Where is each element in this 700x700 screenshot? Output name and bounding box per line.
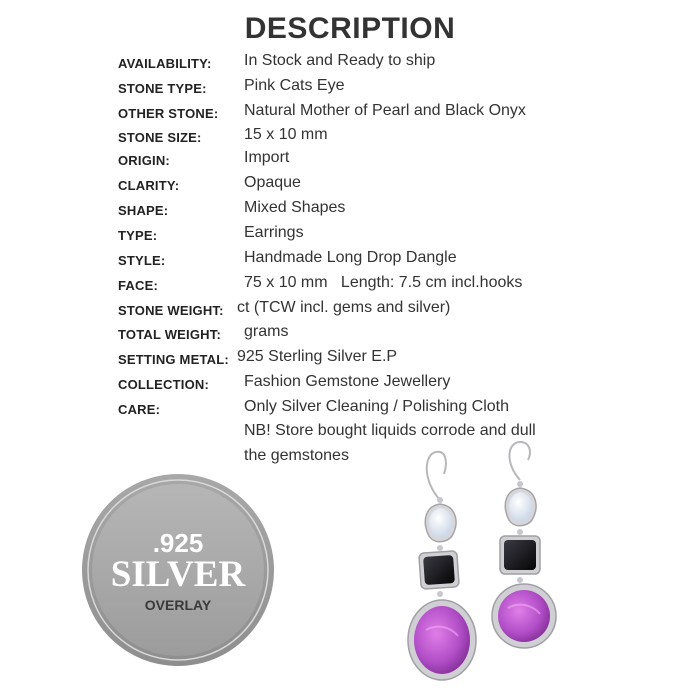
spec-label: AVAILABILITY: [118, 56, 212, 71]
spec-value: Fashion Gemstone Jewellery [244, 373, 451, 390]
spec-row-face [0, 273, 700, 297]
spec-value: Pink Cats Eye [244, 77, 345, 94]
spec-row-collection [0, 372, 700, 396]
spec-value: Natural Mother of Pearl and Black Onyx [244, 102, 526, 119]
earrings-product-image [400, 440, 580, 690]
pink-cats-eye-stone [498, 590, 550, 642]
spec-value: In Stock and Ready to ship [244, 52, 436, 69]
spec-value: Only Silver Cleaning / Polishing Cloth [244, 398, 510, 415]
spec-label: TYPE: [118, 228, 158, 243]
spec-row-stone-size [0, 125, 700, 149]
earring-right [492, 442, 556, 648]
ear-hook [427, 452, 446, 500]
jump-ring [437, 591, 443, 597]
spec-row-other-stone [0, 101, 700, 125]
badge-silver-text: SILVER [110, 554, 246, 595]
spec-value: Earrings [244, 224, 304, 241]
spec-label: CARE: [118, 402, 161, 417]
spec-row-stone-type [0, 76, 700, 100]
earring-left [408, 452, 476, 680]
spec-row-clarity [0, 173, 700, 197]
jump-ring [517, 577, 523, 583]
spec-label: CLARITY: [118, 178, 180, 193]
pearl-stone [509, 492, 532, 521]
spec-value: 75 x 10 mm Length: 7.5 cm incl.hooks [244, 274, 523, 291]
page-title: DESCRIPTION [244, 12, 456, 45]
spec-value: Import [244, 149, 290, 166]
care-note-line: NB! Store bought liquids corrode and dull [244, 422, 536, 439]
spec-row-style [0, 248, 700, 272]
jump-ring [437, 545, 443, 551]
spec-value: Handmade Long Drop Dangle [244, 249, 457, 266]
spec-label: STYLE: [118, 253, 166, 268]
jump-ring [517, 529, 523, 535]
onyx-stone [423, 555, 455, 585]
spec-row-stone-weight [0, 298, 700, 322]
spec-value: grams [244, 323, 289, 340]
spec-row-setting-metal [0, 347, 700, 371]
badge-925-text: .925 [152, 528, 204, 558]
jump-ring [517, 481, 523, 487]
spec-row-type [0, 223, 700, 247]
badge-overlay-text: OVERLAY [144, 597, 212, 613]
spec-label: STONE TYPE: [118, 81, 207, 96]
pearl-stone [429, 508, 452, 537]
spec-label: OTHER STONE: [118, 106, 219, 121]
spec-value: Mixed Shapes [244, 199, 346, 216]
ear-hook [509, 442, 529, 480]
care-note-line: the gemstones [244, 447, 349, 464]
spec-label: SETTING METAL: [118, 352, 229, 367]
silver-overlay-badge [80, 472, 276, 668]
spec-row-origin [0, 148, 700, 172]
spec-row-care [0, 397, 700, 421]
onyx-stone [504, 540, 536, 570]
spec-label: COLLECTION: [118, 377, 210, 392]
pink-cats-eye-stone [414, 606, 470, 674]
spec-label: FACE: [118, 278, 158, 293]
spec-label: ORIGIN: [118, 153, 170, 168]
spec-label: STONE SIZE: [118, 130, 202, 145]
spec-label: TOTAL WEIGHT: [118, 327, 221, 342]
spec-value: 15 x 10 mm [244, 126, 328, 143]
spec-row-availability [0, 51, 700, 75]
spec-value: ct (TCW incl. gems and silver) [237, 299, 451, 316]
spec-value: Opaque [244, 174, 301, 191]
jump-ring [437, 497, 443, 503]
spec-label: SHAPE: [118, 203, 169, 218]
spec-value: 925 Sterling Silver E.P [237, 348, 398, 365]
spec-row-shape [0, 198, 700, 222]
spec-label: STONE WEIGHT: [118, 303, 224, 318]
spec-row-total-weight [0, 322, 700, 346]
